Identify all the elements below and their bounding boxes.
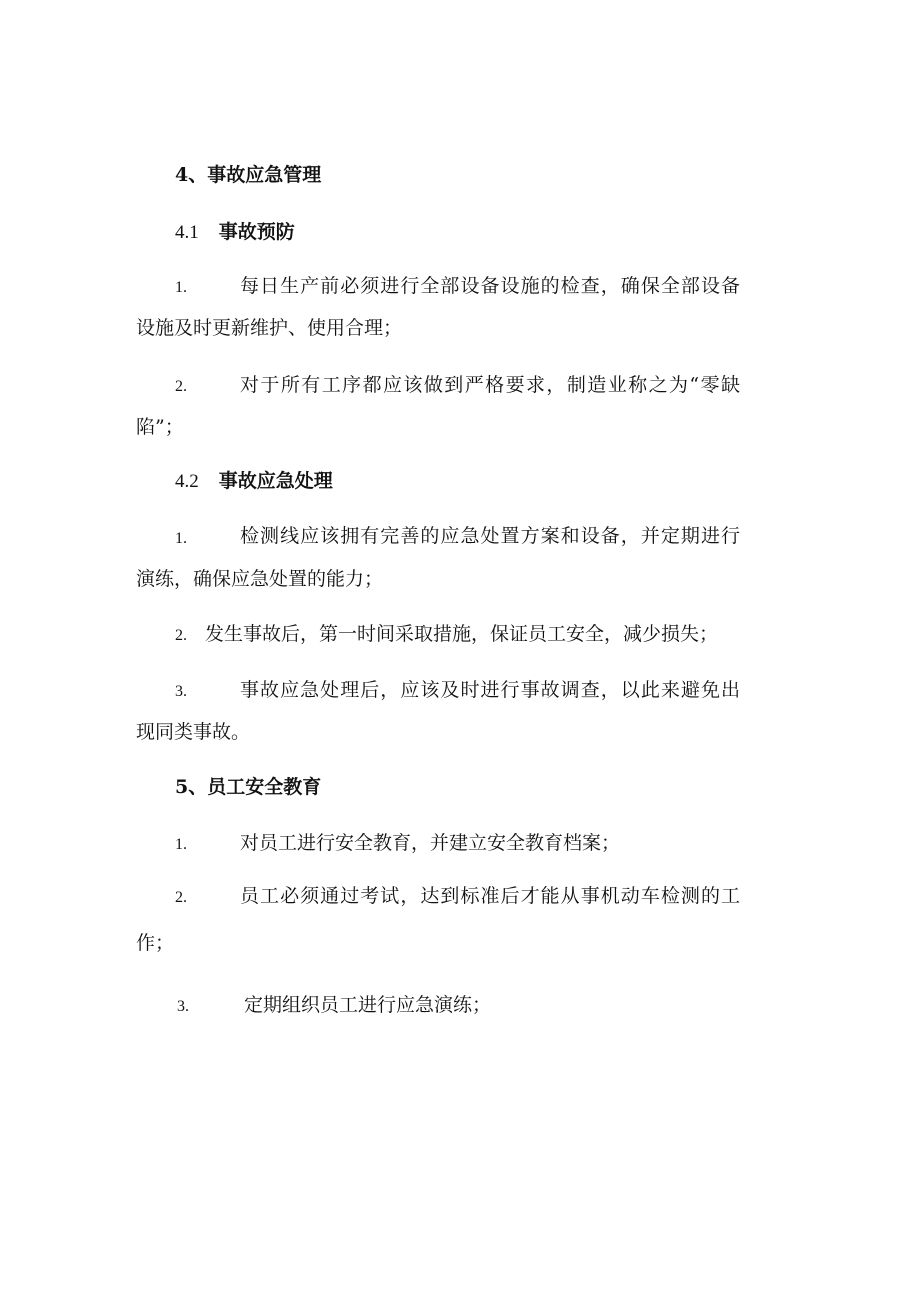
list-item-number: 3. xyxy=(177,998,189,1015)
subsection-4-2-number: 4.2 xyxy=(175,471,199,492)
list-item-number: 3. xyxy=(175,683,187,700)
list-item-text: 事故应急处理后，应该及时进行事故调查，以此来避免出 xyxy=(240,679,740,701)
list-item-text: 发生事故后，第一时间采取措施，保证员工安全，减少损失； xyxy=(205,623,719,645)
list-item-text: 每日生产前必须进行全部设备设施的检查，确保全部设备 xyxy=(240,275,740,297)
list-item-text-continuation: 陷”； xyxy=(136,416,184,438)
list-item-text-continuation: 现同类事故。 xyxy=(136,721,251,743)
list-item-number: 2. xyxy=(175,627,187,644)
list-item-text: 检测线应该拥有完善的应急处置方案和设备，并定期进行 xyxy=(240,525,740,547)
section-5-heading: 5、员工安全教育 xyxy=(175,776,322,798)
list-item-text-continuation: 演练，确保应急处置的能力； xyxy=(136,568,384,590)
list-item-number: 2. xyxy=(175,378,187,395)
list-item-text: 对员工进行安全教育，并建立安全教育档案； xyxy=(240,832,621,854)
subsection-4-2-heading xyxy=(175,468,333,495)
subsection-4-1-title: 事故预防 xyxy=(218,221,295,243)
list-item-text: 定期组织员工进行应急演练； xyxy=(244,994,492,1016)
subsection-4-1-number: 4.1 xyxy=(175,222,199,243)
list-item-number: 1. xyxy=(175,279,187,296)
list-item-text-continuation: 设施及时更新维护、使用合理； xyxy=(136,317,403,339)
list-item-text: 对于所有工序都应该做到严格要求，制造业称之为“零缺 xyxy=(240,374,740,396)
section-4-heading: 4、事故应急管理 xyxy=(175,164,322,186)
list-item-number: 1. xyxy=(175,530,187,547)
list-item-text: 员工必须通过考试，达到标准后才能从事机动车检测的工 xyxy=(240,885,740,907)
subsection-4-1-heading xyxy=(175,219,295,246)
list-item-number: 2. xyxy=(175,889,187,906)
list-item-number: 1. xyxy=(175,836,187,853)
list-item-text-continuation: 作； xyxy=(136,932,175,954)
subsection-4-2-title: 事故应急处理 xyxy=(218,470,333,492)
